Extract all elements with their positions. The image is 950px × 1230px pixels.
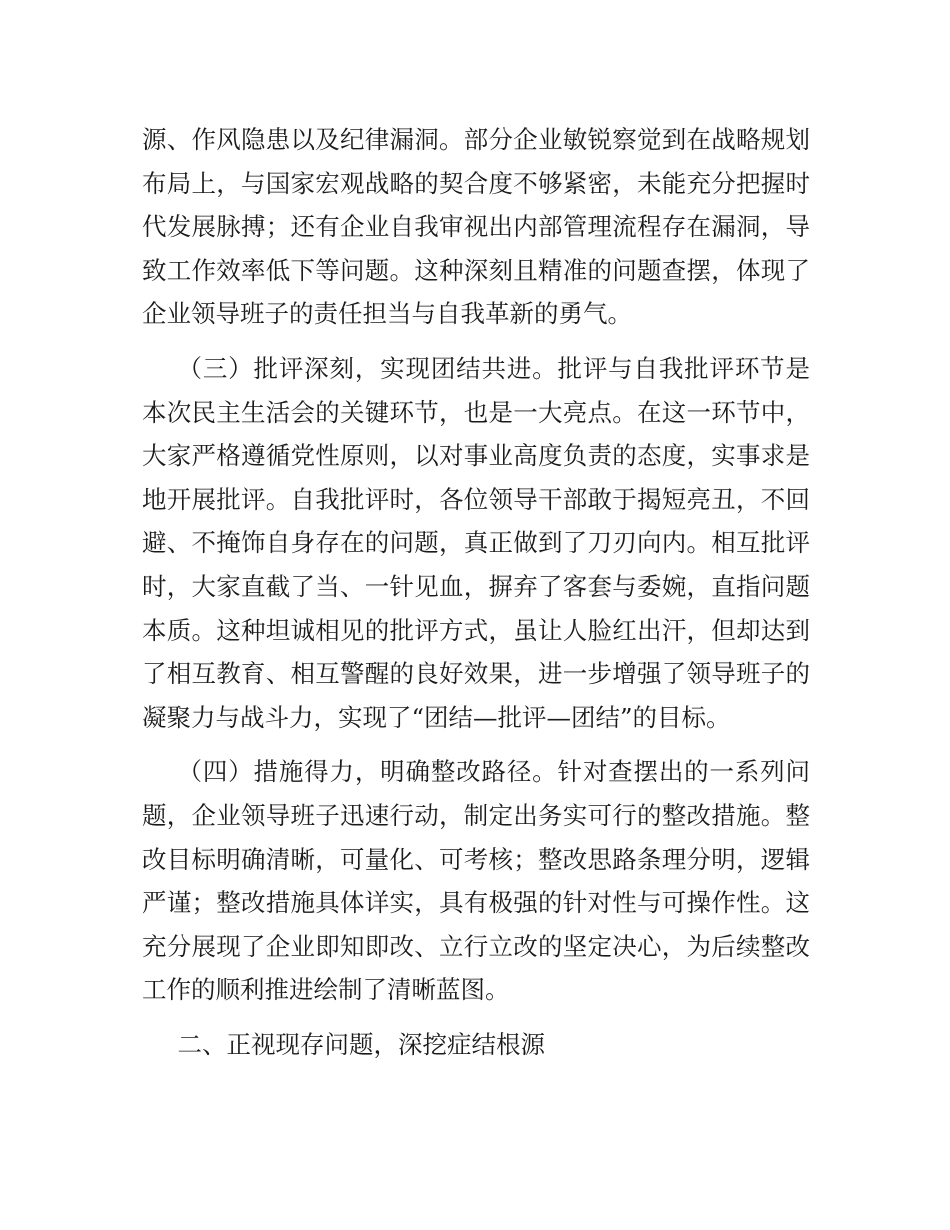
paragraph-measures: （四）措施得力，明确整改路径。针对查摆出的一系列问题，企业领导班子迅速行动，制定出务实可行的整改措施。整改目标明确清晰，可量化、可考核；整改思路条理分明，逻辑严谨；整改措施具体详实，具有极强的针对性与可操作性。这充分展现了企业即知即改、立行立改的坚定决心，为后续整改工作的顺利推进绘制了清晰蓝图。 xyxy=(142,757,810,1005)
paragraph-continued: 源、作风隐患以及纪律漏洞。部分企业敏锐察觉到在战略规划布局上，与国家宏观战略的契合度不够紧密，未能充分把握时代发展脉搏；还有企业自我审视出内部管理流程存在漏洞，导致工作效率低下等问题。这种深刻且精准的问题查摆，体现了企业领导班子的责任担当与自我革新的勇气。 xyxy=(142,125,810,329)
document-body xyxy=(142,118,810,1066)
paragraph-criticism: （三）批评深刻，实现团结共进。批评与自我批评环节是本次民主生活会的关键环节，也是一大亮点。在这一环节中，大家严格遵循党性原则，以对事业高度负责的态度，实事求是地开展批评。自我批评时，各位领导干部敢于揭短亮丑，不回避、不掩饰自身存在的问题，真正做到了刀刃向内。相互批评时，大家直截了当、一针见血，摒弃了客套与委婉，直指问题本质。这种坦诚相见的批评方式，虽让人脸红出汗，但却达到了相互教育、相互警醒的良好效果，进一步增强了领导班子的凝聚力与战斗力，实现了“团结—批评—团结”的目标。 xyxy=(142,353,810,732)
section-heading: 二、正视现存问题，深挖症结根源 xyxy=(177,1029,546,1059)
